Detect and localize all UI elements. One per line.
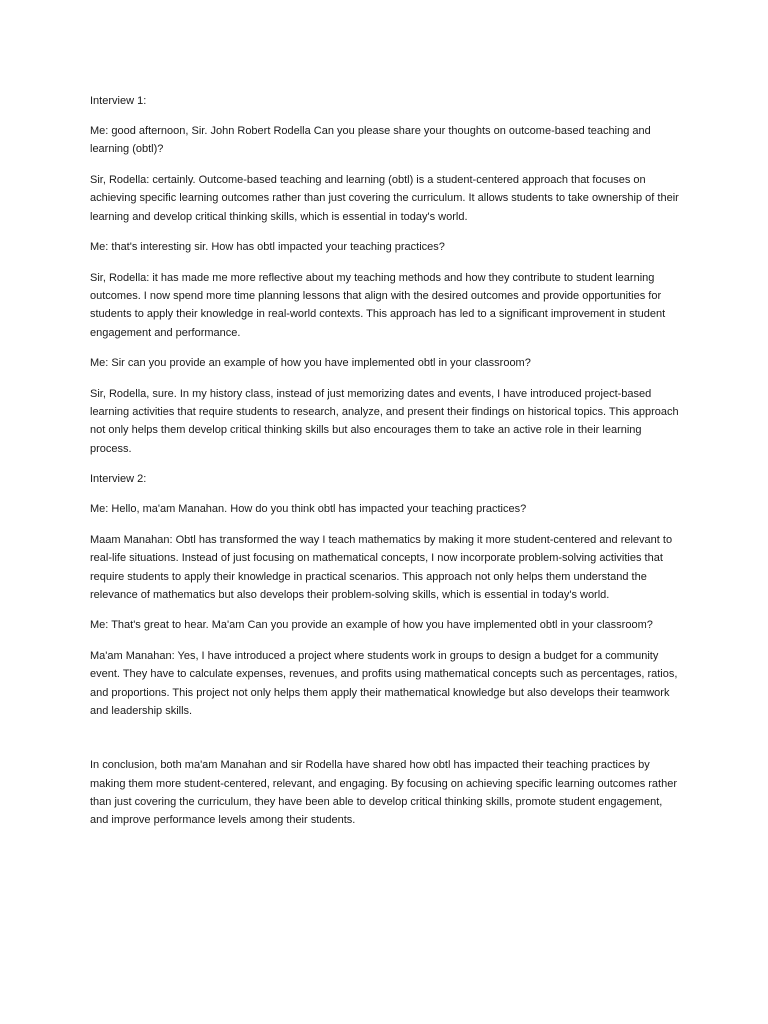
document-page bbox=[90, 92, 682, 842]
interview-1-answer-2: Sir, Rodella: it has made me more reflective about my teaching methods and how they contribute to student learning outcomes. I now spend more time planning lessons that align with the desired outcomes and provide opportunities for students to apply their knowledge in real-world contexts. This approach has led to a significant improvement in student engagement and performance. bbox=[90, 271, 666, 339]
conclusion-paragraph: In conclusion, both ma'am Manahan and sir Rodella have shared how obtl has impacted their teaching practices by making them more student-centered, relevant, and engaging. By focusing on achieving specific learning outcomes rather than just covering the curriculum, they have been able to develop critical thinking skills, promote student engagement, and improve performance levels among their students. bbox=[90, 759, 678, 827]
interview-2-answer-2: Ma'am Manahan: Yes, I have introduced a project where students work in groups to design a budget for a community event. They have to calculate expenses, revenues, and profits using mathematical concepts such as percentages, ratios, and proportions. This project not only helps them apply their mathematical knowledge but also develops their teamwork and leadership skills. bbox=[90, 650, 678, 717]
interview-1-answer-1: Sir, Rodella: certainly. Outcome-based teaching and learning (obtl) is a student-centered approach that focuses on achieving specific learning outcomes rather than just covering the curriculum. It allows students to take ownership of their learning and develop critical thinking skills, which is essential in today's world. bbox=[90, 174, 679, 223]
section-spacer bbox=[90, 732, 682, 756]
interview-2-heading: Interview 2: bbox=[90, 473, 147, 486]
interview-1-question-1: Me: good afternoon, Sir. John Robert Rodella Can you please share your thoughts on outcome-based teaching and learning (obtl)? bbox=[90, 125, 651, 156]
interview-1-question-2: Me: that's interesting sir. How has obtl impacted your teaching practices? bbox=[90, 241, 445, 254]
interview-2-question-2: Me: That's great to hear. Ma'am Can you provide an example of how you have implemented obtl in your classroom? bbox=[90, 619, 653, 632]
interview-2-answer-1: Maam Manahan: Obtl has transformed the way I teach mathematics by making it more student-centered and relevant to real-life situations. Instead of just focusing on mathematical concepts, I now incorporate problem-solving activities that require students to apply their knowledge in practical scenarios. This approach not only helps them understand the relevance of mathematics but also develops their problem-solving skills, which is essential in today's world. bbox=[90, 534, 673, 601]
interview-1-answer-3: Sir, Rodella, sure. In my history class, instead of just memorizing dates and events, I have introduced project-based learning activities that require students to research, analyze, and present their findings on historical topics. This approach not only helps them develop critical thinking skills but also encourages them to take an active role in their learning process. bbox=[90, 387, 679, 455]
interview-1-question-3: Me: Sir can you provide an example of how you have implemented obtl in your classroom? bbox=[90, 357, 531, 370]
interview-1-heading: Interview 1: bbox=[90, 95, 147, 107]
interview-2-question-1: Me: Hello, ma'am Manahan. How do you think obtl has impacted your teaching practices? bbox=[90, 503, 527, 516]
